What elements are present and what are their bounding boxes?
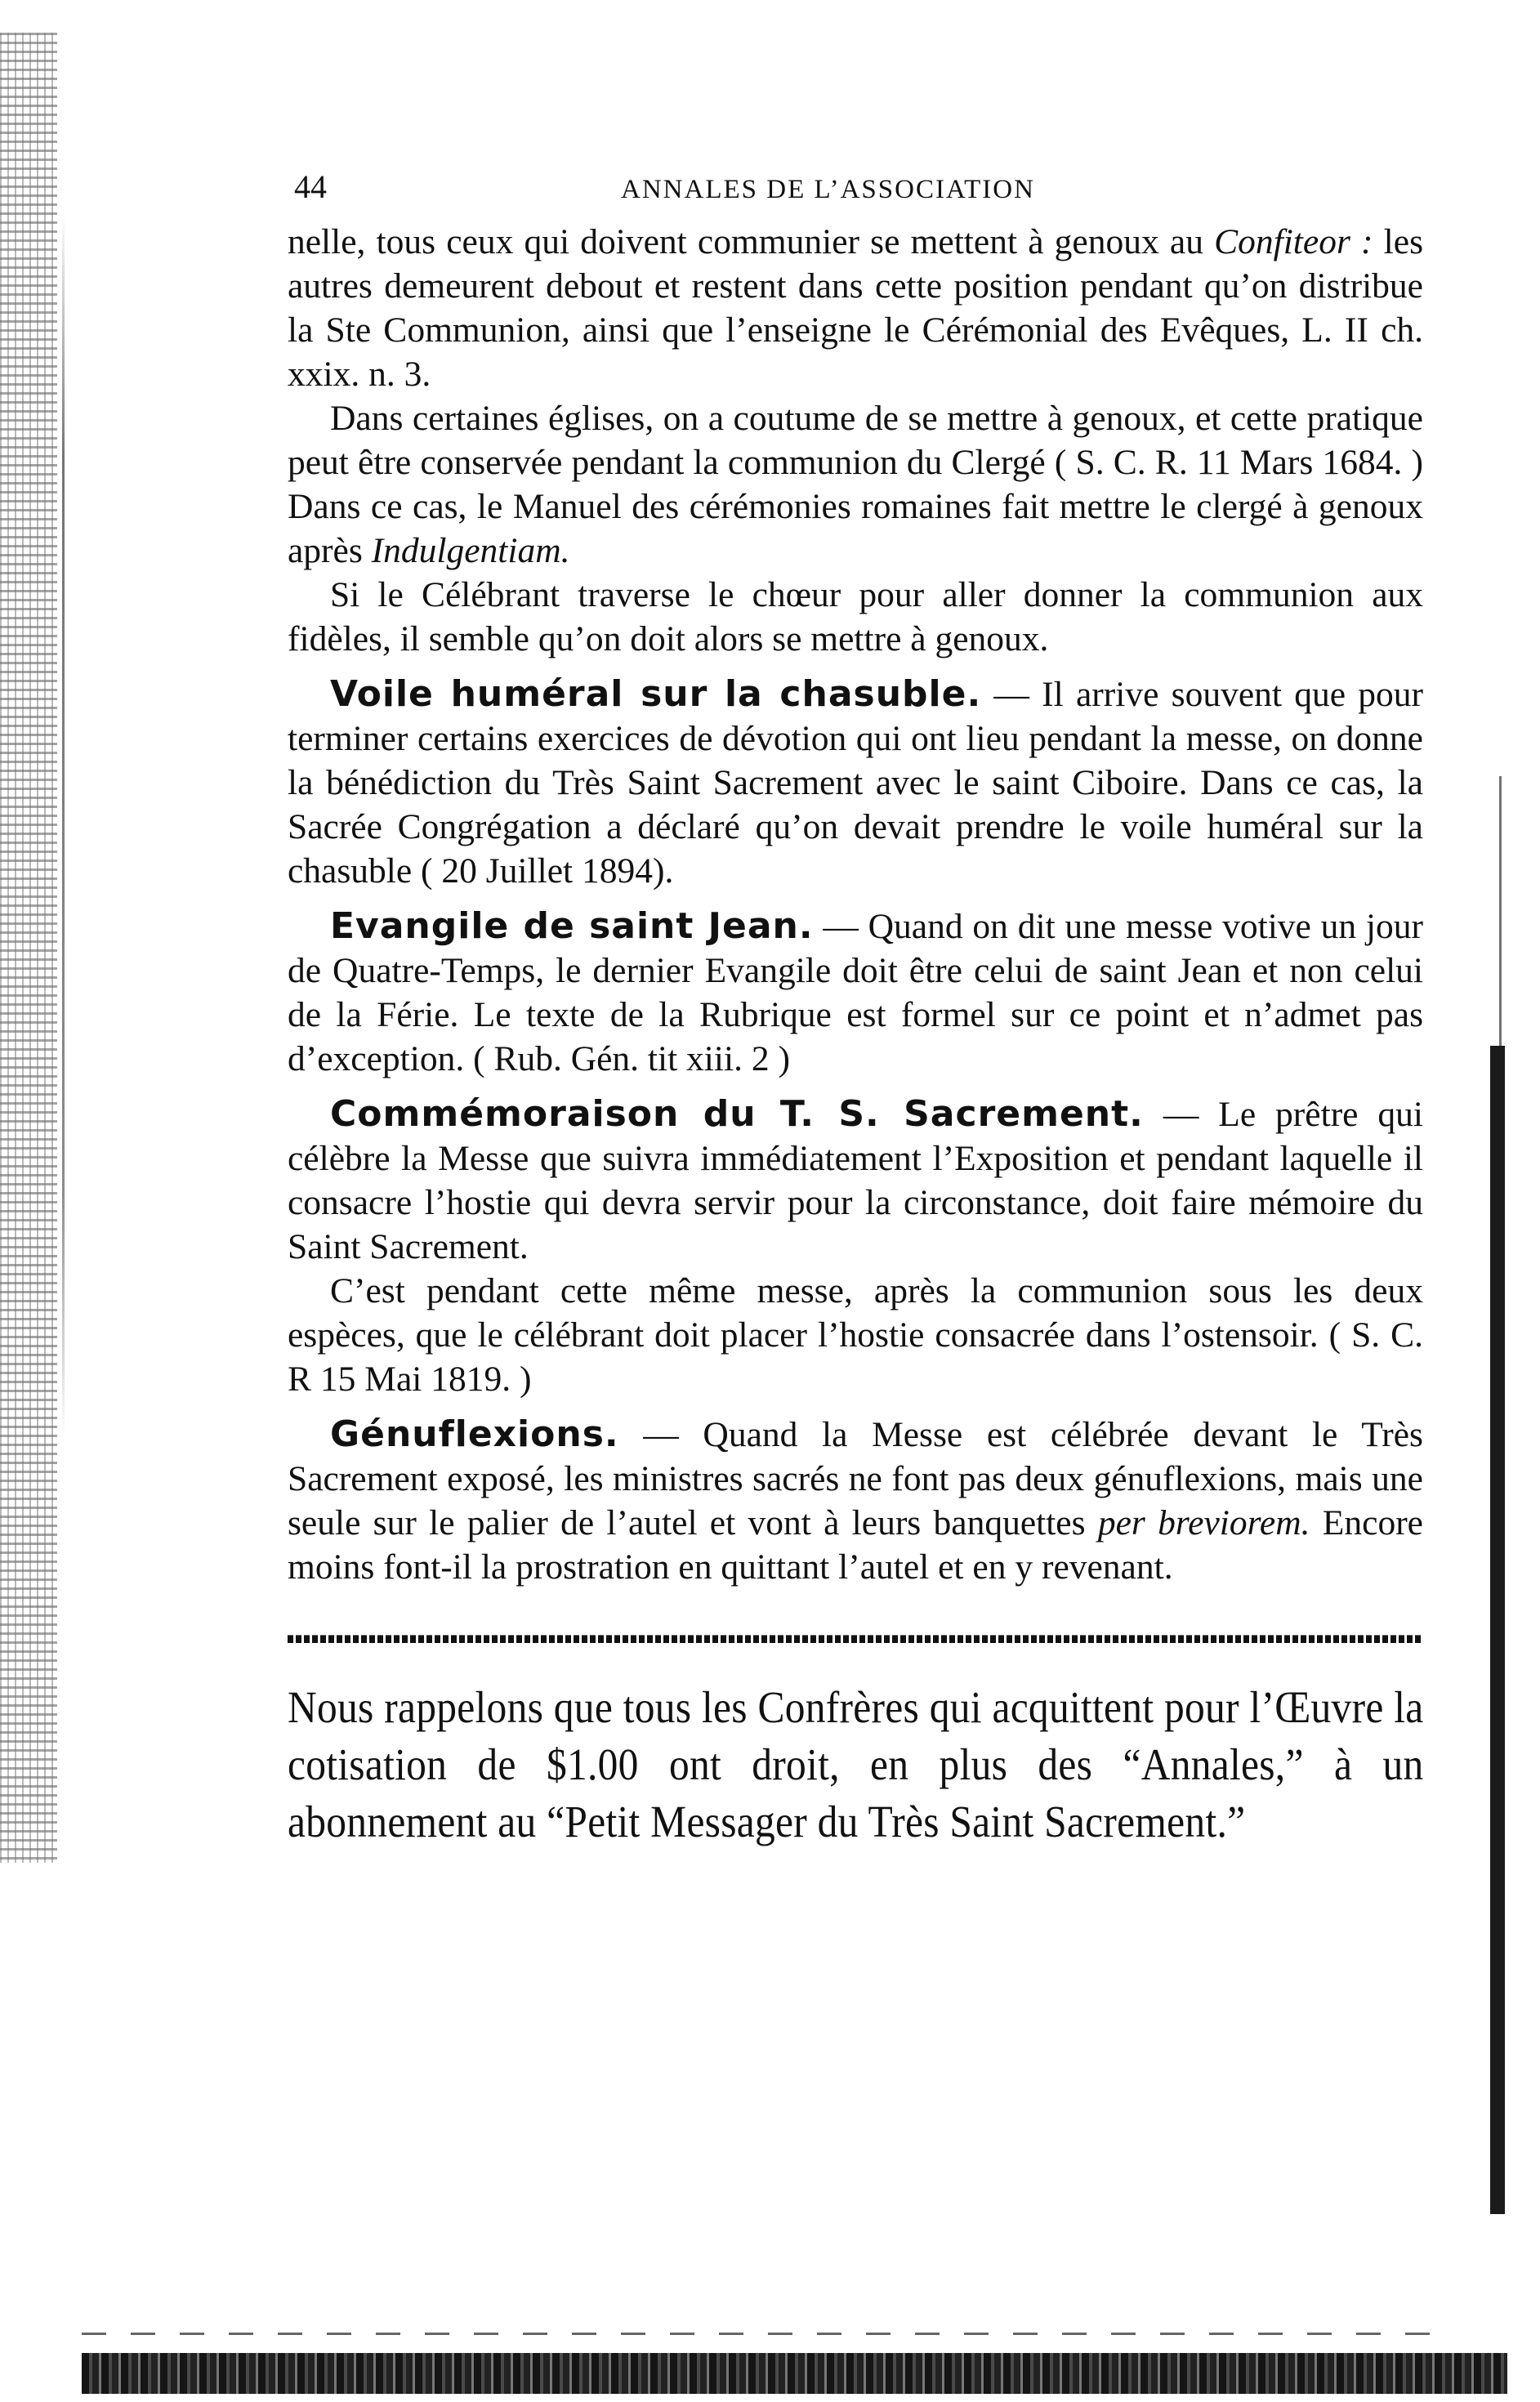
scan-line-left [62, 212, 65, 1438]
page-body [288, 220, 1423, 1589]
section-heading: Commémoraison du T. S. Sacrement. [330, 1093, 1144, 1135]
page-number: 44 [294, 168, 327, 205]
scan-edge-left [0, 33, 57, 1863]
section-heading: Génuflexions. [330, 1413, 619, 1455]
page [288, 167, 1423, 1851]
scan-dash-bottom [82, 2333, 1430, 2335]
section-paragraph: Commémoraison du T. S. Sacrement. — Le prêtre qui célèbre la Messe que suivra immédiatement l’Exposition et pendant laquelle il consacre l’hostie qui devra servir pour la circonstance, doit faire mémoire du Saint Sacrement. [288, 1093, 1423, 1266]
paragraph: Dans certaines églises, on a coutume de se mettre à genoux, et cette pratique peut être conservée pendant la communion du Clergé ( S. C. R. 11 Mars 1684. ) Dans ce cas, le Manuel des cérémonies romaines fait mettre le clergé à genoux après Indulgentiam. [288, 399, 1423, 570]
section-paragraph: Evangile de saint Jean. — Quand on dit une messe votive un jour de Quatre-Temps, le dernier Evangile doit être celui de saint Jean et non celui de la Férie. Le texte de la Rubrique est formel sur ce point et n’admet pas d’exception. ( Rub. Gén. tit xiii. 2 ) [288, 905, 1423, 1078]
running-title: ANNALES DE L’ASSOCIATION [621, 175, 1035, 204]
section-heading: Evangile de saint Jean. [330, 905, 814, 947]
scan-edge-bottom [82, 2353, 1507, 2394]
paragraph: nelle, tous ceux qui doivent communier se mettent à genoux au Confiteor : les autres demeurent debout et restent dans cette position pendant qu’on distribue la Ste Communion, ainsi que l’enseigne le Cérémonial des Evêques, L. II ch. xxix. n. 3. [288, 222, 1423, 394]
paragraph: C’est pendant cette même messe, après la communion sous les deux espèces, que le célébrant doit placer l’hostie consacrée dans l’ostensoir. ( S. C. R 15 Mai 1819. ) [288, 1271, 1423, 1399]
section-paragraph: Génuflexions. — Quand la Messe est célébrée devant le Très Sacrement exposé, les ministres sacrés ne font pas deux génuflexions, mais une seule sur le palier de l’autel et vont à leurs banquettes per breviorem. Encore moins font-il la prostration en quittant l’autel et en y revenant. [288, 1413, 1423, 1587]
ornamental-divider [288, 1630, 1423, 1643]
section-paragraph: Voile huméral sur la chasuble. — Il arrive souvent que pour terminer certains exercices de dévotion qui ont lieu pendant la messe, on donne la bénédiction du Très Saint Sacrement avec le saint Ciboire. Dans ce cas, la Sacrée Congrégation a déclaré qu’on devait prendre le voile huméral sur la chasuble ( 20 Juillet 1894). [288, 673, 1424, 891]
scan-line-right [1499, 776, 1502, 1046]
page-header [288, 167, 1423, 217]
paragraph: Si le Célébrant traverse le chœur pour aller donner la communion aux fidèles, il semble qu’on doit alors se mettre à genoux. [288, 575, 1423, 659]
scan-edge-right [1490, 1046, 1505, 2214]
section-heading: Voile huméral sur la chasuble. [330, 673, 982, 715]
notice-text: Nous rappelons que tous les Confrères qui acquittent pour l’Œuvre la cotisation de $1.00 ont droit, en plus des “Annales,” à un abonnement au “Petit Messager du Très Saint Sacrement.” [288, 1682, 1424, 1846]
